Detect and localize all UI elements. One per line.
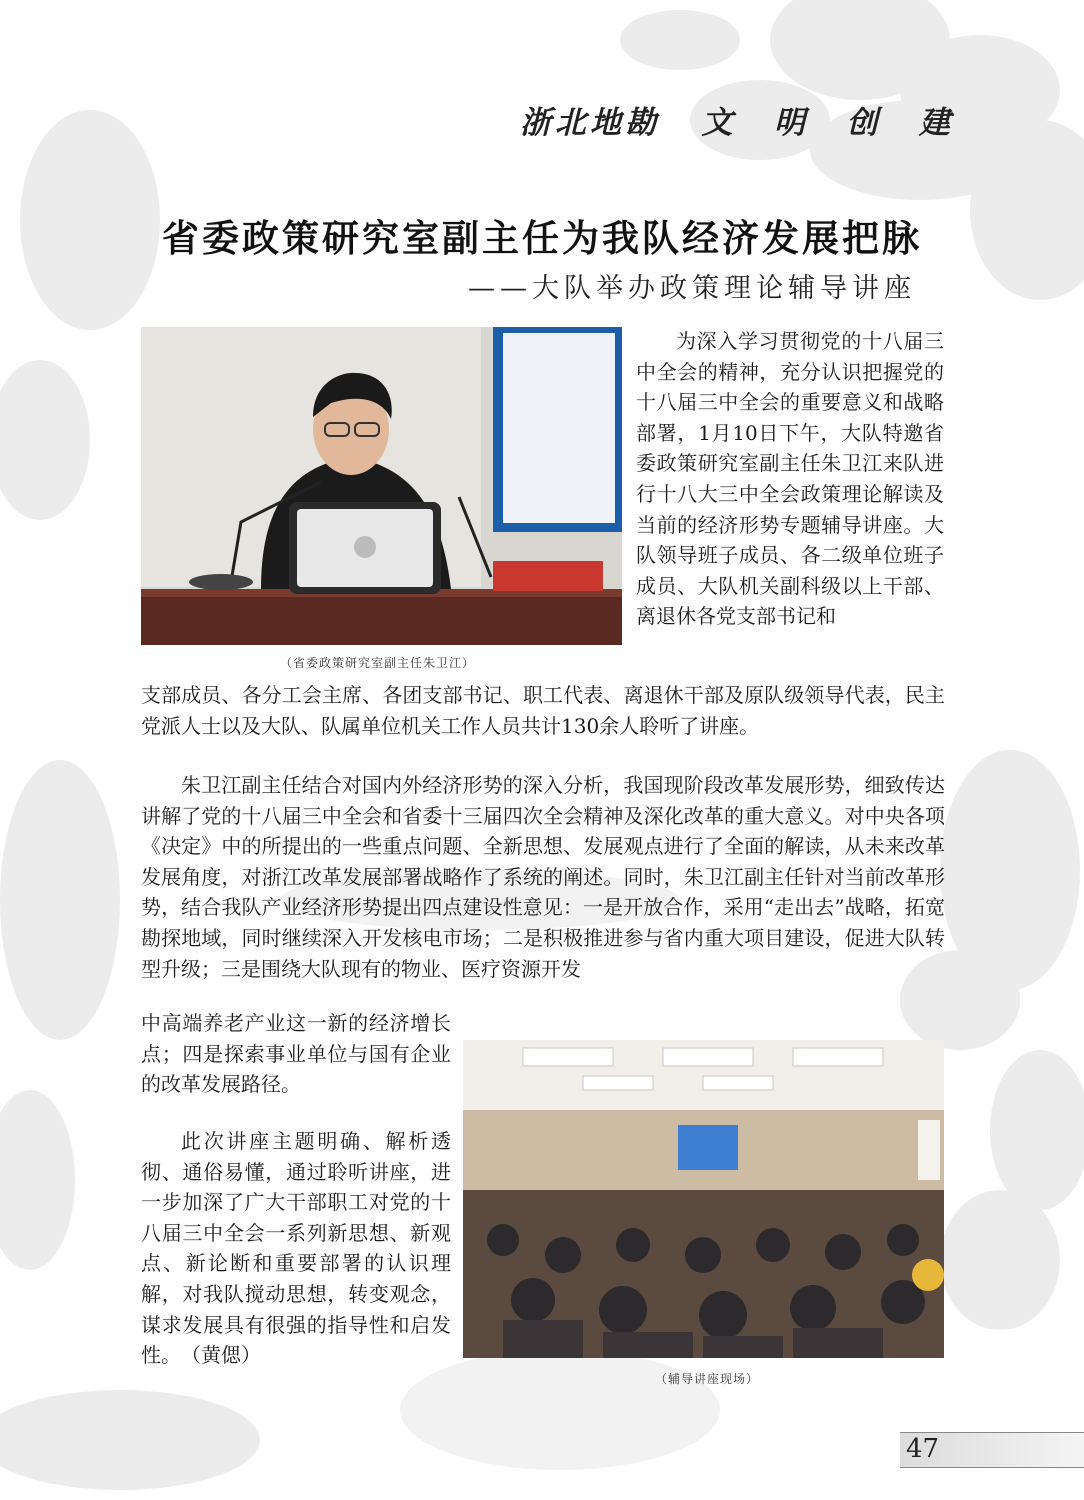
photo1-caption: （省委政策研究室副主任朱卫江） (280, 656, 476, 670)
page-number: 47 (906, 1434, 940, 1464)
section-header-char: 明 (774, 104, 805, 141)
photo2-caption: （辅导讲座现场） (655, 1372, 760, 1386)
section-header (520, 96, 950, 142)
section-header-char: 文 (701, 104, 733, 141)
paragraph-conclusion: 此次讲座主题明确、解析透彻、通俗易懂，通过聆听讲座，进一步加深了广大干部职工对党的十八届三中全会一系列新思想、新观点、新论断和重要部署的认识理解，对我队搅动思想，转变观念，谋求发展具有很强的指导性和启发性。 （黄偲） (141, 1129, 451, 1368)
speaker-photo (141, 327, 622, 645)
paragraph-intro-text: 为深入学习贯彻党的十八届三中全会的精神，充分认识把握党的十八届三中全会的重要意义和战略部署，1月10日下午，大队特邀省委政策研究室副主任朱卫江来队进行十八大三中全会政策理论解读及当前的经济形势专题辅导讲座。大队领导班子成员、各二级单位班子成员、大队机关副科级以上干部、离退休各党支部书记和 (636, 329, 944, 629)
article-subtitle: ——大队举办政策理论辅导讲座 (468, 273, 916, 304)
paragraph-intro-continued: 支部成员、各分工会主席、各团支部书记、职工代表、离退休干部及原队级领导代表，民主党派人士以及大队、队属单位机关工作人员共计130余人聆听了讲座。 (141, 683, 945, 738)
paragraph-intro (636, 326, 944, 632)
section-header-lead: 浙北地勘 (520, 104, 660, 141)
paragraph-main-continued: 中高端养老产业这一新的经济增长点；四是探索事业单位与国有企业的改革发展路径。 (141, 1011, 451, 1097)
article-title: 省委政策研究室副主任为我队经济发展把脉 (162, 216, 922, 260)
paragraph-main: 朱卫江副主任结合对国内外经济形势的深入分析，我国现阶段改革发展形势，细致传达讲解了党的十八届三中全会和省委十三届四次全会精神及深化改革的重大意义。对中央各项《决定》中的所提出的一些重点问题、全新思想、发展观点进行了全面的解读，从未来改革发展角度，对浙江改革发展部署战略作了系统的阐述。同时，朱卫江副主任针对当前改革形势，结合我队产业经济形势提出四点建设性意见：一是开放合作，采用“走出去”战略，拓宽勘探地域，同时继续深入开发核电市场；二是积极推进参与省内重大项目建设，促进大队转型升级；三是围绕大队现有的物业、医疗资源开发 (141, 773, 945, 981)
lecture-hall-photo (463, 1040, 944, 1358)
section-header-char: 创 (846, 104, 878, 141)
section-header-char: 建 (919, 104, 950, 141)
